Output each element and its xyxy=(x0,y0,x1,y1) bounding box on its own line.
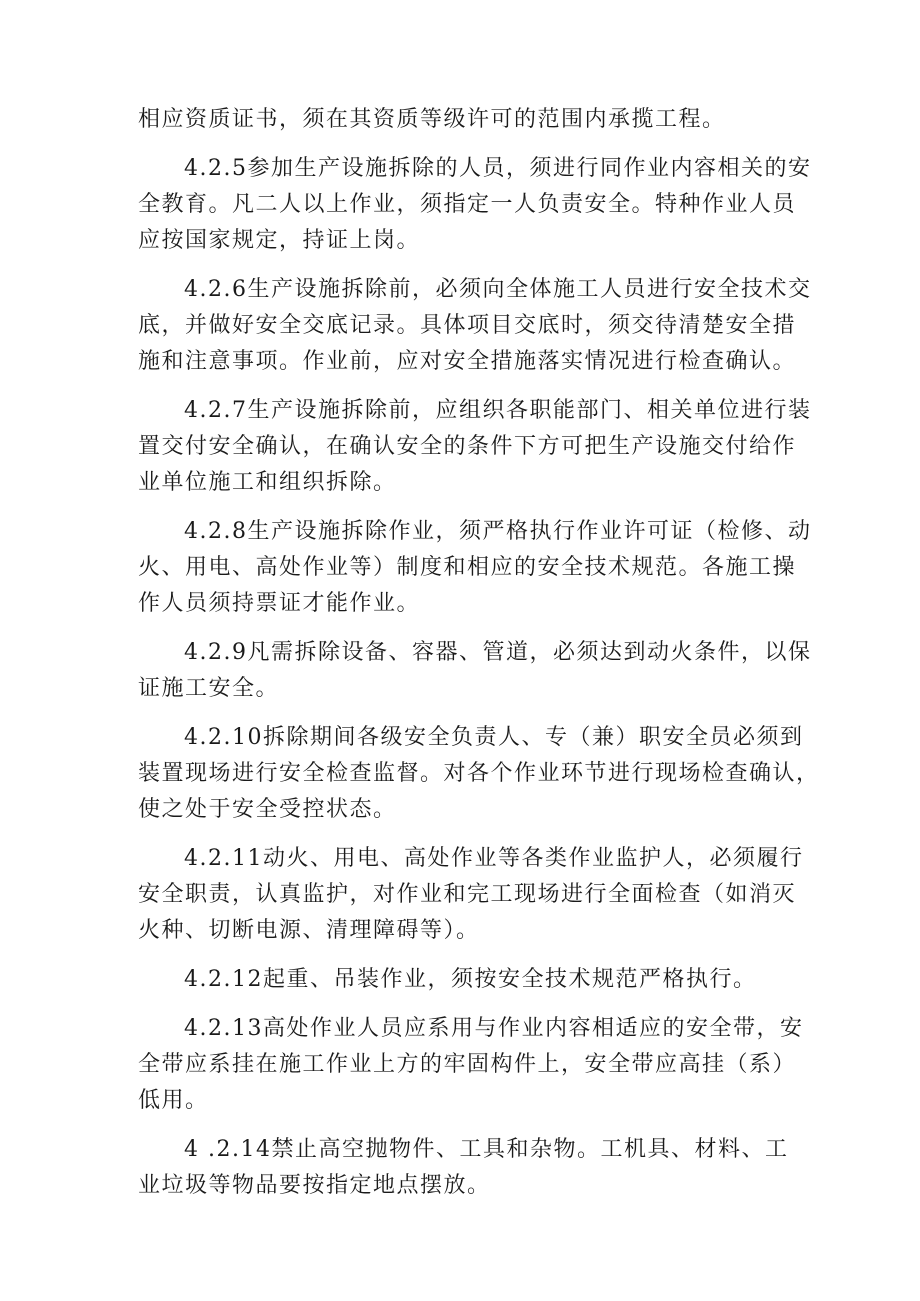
text-line: 置交付安全确认，在确认安全的条件下方可把生产设施交付给作 xyxy=(138,434,797,459)
text-line: 4.2.6生产设施拆除前，必须向全体施工人员进行安全技术交 xyxy=(184,277,812,302)
text-line: 火、用电、高处作业等）制度和相应的安全技术规范。各施工操 xyxy=(138,555,797,580)
text-line: 底，并做好安全交底记录。具体项目交底时，须交待清楚安全措 xyxy=(138,313,797,338)
document-body xyxy=(138,102,820,1204)
paragraph-4-2-6 xyxy=(138,272,812,380)
text-line: 4.2.10拆除期间各级安全负责人、专（兼）职安全员必须到 xyxy=(184,725,804,750)
text-line: 4.2.8生产设施拆除作业，须严格执行作业许可证（检修、动 xyxy=(184,519,812,544)
text-line: 火种、切断电源、清理障碍等）。 xyxy=(138,918,480,943)
text-line: 作人员须持票证才能作业。 xyxy=(138,591,421,616)
paragraph-4-2-5 xyxy=(138,151,812,259)
text-line: 4.2.7生产设施拆除前，应组织各职能部门、相关单位进行装 xyxy=(184,398,812,423)
paragraph-continuation xyxy=(138,102,790,138)
text-line: 业垃圾等物品要按指定地点摆放。 xyxy=(138,1173,491,1198)
text-line: 业单位施工和组织拆除。 xyxy=(138,470,397,495)
paragraph-4-2-13 xyxy=(138,1011,804,1119)
text-line: 应按国家规定，持证上岗。 xyxy=(138,228,421,253)
text-line: 4.2.13高处作业人员应系用与作业内容相适应的安全带，安 xyxy=(184,1016,804,1041)
text-line: 使之处于安全受控状态。 xyxy=(138,797,397,822)
text-line: 4.2.12起重、吊装作业，须按安全技术规范严格执行。 xyxy=(184,967,757,992)
text-line: 4.2.9凡需拆除设备、容器、管道，必须达到动火条件，以保 xyxy=(184,640,812,665)
paragraph-4-2-9 xyxy=(138,635,812,707)
paragraph-4-2-10 xyxy=(138,720,820,828)
text-line: 4.2.5参加生产设施拆除的人员，须进行同作业内容相关的安 xyxy=(184,156,812,181)
text-line: 全教育。凡二人以上作业，须指定一人负责安全。特种作业人员 xyxy=(138,192,797,217)
text-line: 相应资质证书，须在其资质等级许可的范围内承揽工程。 xyxy=(138,107,726,132)
text-line: 安全职责，认真监护，对作业和完工现场进行全面检查（如消灭 xyxy=(138,882,797,907)
paragraph-4-2-12 xyxy=(138,962,790,998)
paragraph-4-2-14 xyxy=(138,1132,790,1204)
text-line: 4 .2.14禁止高空抛物件、工具和杂物。工机具、材料、工 xyxy=(184,1137,789,1162)
paragraph-4-2-8 xyxy=(138,514,812,622)
text-line: 全带应系挂在施工作业上方的牢固构件上，安全带应高挂（系） xyxy=(138,1052,797,1077)
text-line: 装置现场进行安全检查监督。对各个作业环节进行现场检查确认， xyxy=(138,761,820,786)
text-line: 证施工安全。 xyxy=(138,676,280,701)
paragraph-4-2-11 xyxy=(138,841,804,949)
text-line: 施和注意事项。作业前，应对安全措施落实情况进行检查确认。 xyxy=(138,349,797,374)
text-line: 4.2.11动火、用电、高处作业等各类作业监护人，必须履行 xyxy=(184,846,804,871)
paragraph-4-2-7 xyxy=(138,393,812,501)
text-line: 低用。 xyxy=(138,1088,209,1113)
